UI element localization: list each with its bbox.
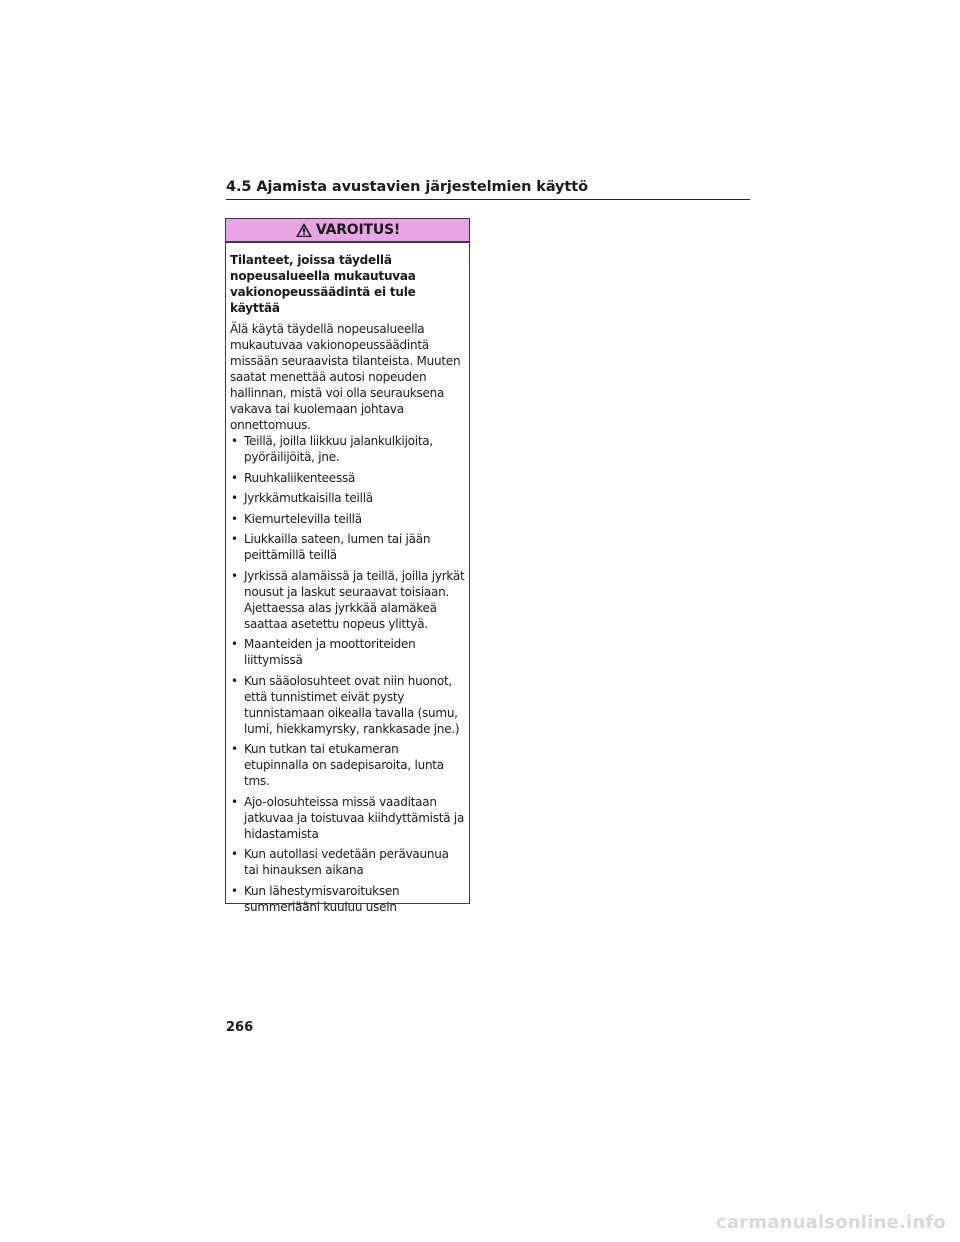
list-item: • Ruuhkaliikenteessä xyxy=(230,470,465,486)
section-header xyxy=(226,178,750,200)
list-item: • Kun lähestymisvaroituksen summeriääni kuuluu usein xyxy=(230,883,465,915)
warning-heading: Tilanteet, joissa täydellä nopeusalueella mukautuvaa vakionopeussäädintä ei tule käyttää xyxy=(230,253,416,315)
list-item: • Liukkailla sateen, lumen tai jään peittämillä teillä xyxy=(230,531,465,563)
list-item: • Teillä, joilla liikkuu jalankulkijoita, pyöräilijöitä, jne. xyxy=(230,433,465,465)
warning-label: VAROITUS! xyxy=(315,222,401,238)
warning-box xyxy=(225,218,470,914)
page-number: 266 xyxy=(226,1020,254,1035)
watermark: carmanualsonline.info xyxy=(715,1212,946,1233)
list-item: • Jyrkissä alamäissä ja teillä, joilla jyrkät nousut ja laskut seuraavat toisiaan. Ajettaessa alas jyrkkää alamäkeä saattaa asetettu nopeus ylittyä. xyxy=(230,568,465,632)
warning-intro: Älä käytä täydellä nopeusalueella mukautuvaa vakionopeussäädintä missään seuraavista tilanteista. Muuten saatat menettää autosi nopeuden hallinnan, mistä voi olla seurauksena vakava tai kuolemaan johtava onnettomuus. xyxy=(230,322,461,432)
list-item: • Kun tutkan tai etukameran etupinnalla on sadepisaroita, lunta tms. xyxy=(230,741,465,789)
list-item: • Kun sääolosuhteet ovat niin huonot, että tunnistimet eivät pysty tunnistamaan oikealla tavalla (sumu, lumi, hiekkamyrsky, rankkasade jne.) xyxy=(230,673,465,737)
list-item: • Ajo-olosuhteissa missä vaaditaan jatkuvaa ja toistuvaa kiihdyttämistä ja hidastamista xyxy=(230,794,465,842)
list-item: • Maanteiden ja moottoriteiden liittymissä xyxy=(230,636,465,668)
warning-body xyxy=(226,243,469,915)
list-item: • Jyrkkämutkaisilla teillä xyxy=(230,490,465,506)
warning-triangle-icon xyxy=(295,222,313,238)
warning-situation-list xyxy=(230,433,465,915)
warning-header xyxy=(226,219,469,243)
section-title: 4.5 Ajamista avustavien järjestelmien käyttö xyxy=(226,179,588,195)
list-item: • Kiemurtelevilla teillä xyxy=(230,511,465,527)
list-item: • Kun autollasi vedetään perävaunua tai hinauksen aikana xyxy=(230,846,465,878)
